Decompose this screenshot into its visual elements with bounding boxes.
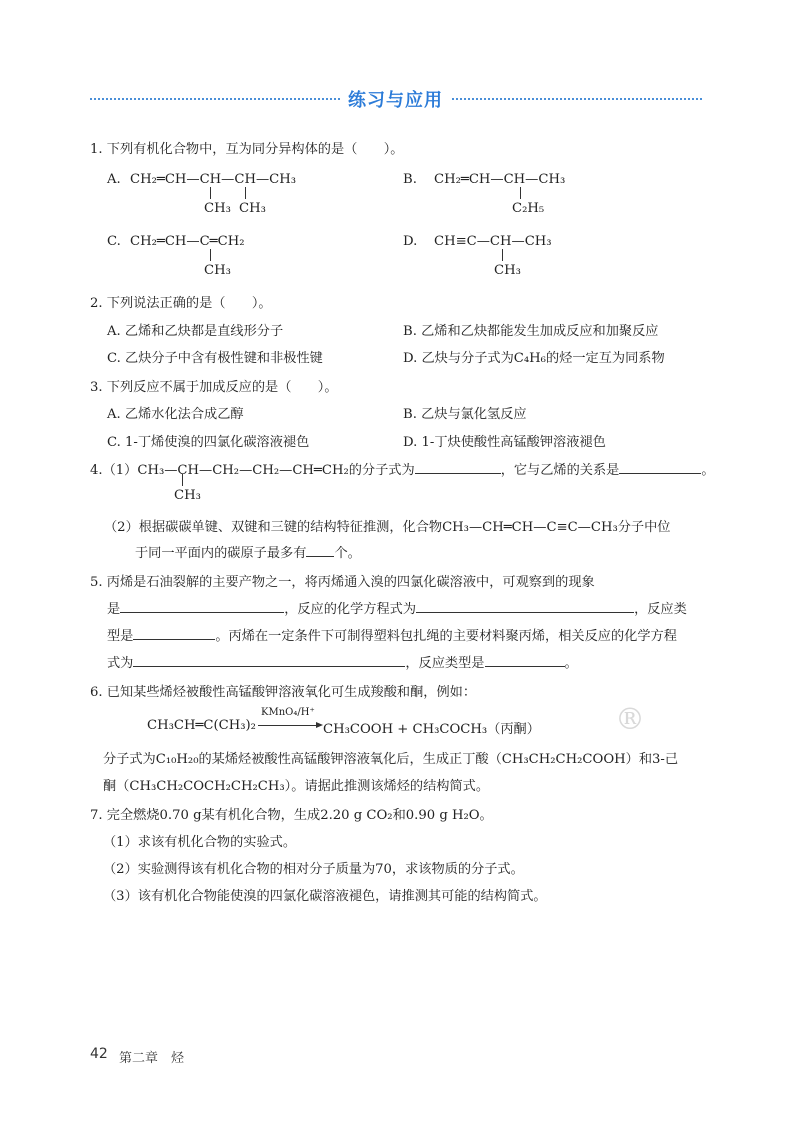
q6-line2: 酮（CH₃CH₂COCH₂CH₂CH₃）。请据此推测该烯烃的结构简式。 — [103, 779, 490, 794]
q1-option-a-formula: CH₂═CH—CH—CH—CH₃ — [130, 172, 297, 187]
q6-eq-left: CH₃CH═C(CH₃)₂ — [147, 718, 256, 733]
q4-bond — [182, 474, 183, 486]
q7-part2: （2）实验测得该有机化合物的相对分子质量为70，求该物质的分子式。 — [103, 862, 524, 877]
q4-blank-count[interactable] — [306, 544, 334, 557]
q6-eq-right: CH₃COOH + CH₃COCH₃（丙酮） — [323, 722, 540, 737]
q2-option-b: B. 乙烯和乙炔都能发生加成反应和加聚反应 — [403, 324, 659, 339]
q6-eq-reagent: KMnO₄/H⁺ — [261, 707, 315, 718]
header-rule-right — [452, 98, 702, 100]
q5-l2-c: ，反应类 — [634, 602, 687, 617]
header-rule-left — [90, 98, 340, 100]
q5-line1: 5. 丙烯是石油裂解的主要产物之一，将丙烯通入溴的四氯化碳溶液中，可观察到的现象 — [90, 575, 595, 590]
q5-blank-type-1[interactable] — [133, 627, 215, 640]
q1-a-bond-1 — [210, 187, 211, 199]
chapter-label: 第二章 烃 — [119, 1051, 185, 1066]
q3-option-a: A. 乙烯水化法合成乙醇 — [107, 407, 244, 422]
q5-l3-b: 。丙烯在一定条件下可制得塑料包扎绳的主要材料聚丙烯，相关反应的化学方程 — [215, 629, 677, 644]
q1-b-bond — [520, 187, 521, 199]
q1-c-bond — [210, 249, 211, 261]
q4-part2-text-a: 于同一平面内的碳原子最多有 — [135, 546, 307, 561]
q3-stem: 3. 下列反应不属于加成反应的是（ ）。 — [90, 380, 338, 395]
q1-option-c-formula: CH₂═CH—C═CH₂ — [130, 234, 245, 249]
q4-part2-line1: （2）根据碳碳单键、双键和三键的结构特征推测，化合物CH₃—CH═CH—C≡C—CH₃分子中位 — [104, 520, 671, 535]
q4-part2-line2 — [135, 542, 361, 561]
q7-part1: （1）求该有机化合物的实验式。 — [103, 835, 297, 850]
q5-blank-equation-2[interactable] — [133, 654, 405, 667]
q1-c-sub: CH₃ — [204, 263, 231, 278]
q1-d-sub: CH₃ — [494, 263, 521, 278]
q3-option-b: B. 乙炔与氯化氢反应 — [403, 407, 527, 422]
q5-l4-b: ，反应类型是 — [405, 656, 485, 671]
q1-option-a-label: A. — [107, 172, 121, 187]
q4-blank-formula[interactable] — [415, 461, 501, 474]
q4-part1-end: 。 — [701, 463, 715, 478]
q4-part1-text2: ，它与乙烯的关系是 — [500, 463, 620, 478]
q6-reaction-arrow — [258, 725, 318, 726]
q1-option-c-label: C. — [107, 234, 121, 249]
q1-option-d-formula: CH≡C—CH—CH₃ — [434, 234, 552, 249]
q4-part1-sub: CH₃ — [174, 488, 201, 503]
q1-d-bond — [502, 249, 503, 261]
q4-blank-relation[interactable] — [619, 461, 701, 474]
q1-a-sub-2: CH₃ — [239, 201, 266, 216]
q6-stem: 6. 已知某些烯烃被酸性高锰酸钾溶液氧化可生成羧酸和酮，例如： — [90, 685, 477, 700]
q6-line1: 分子式为C₁₀H₂₀的某烯烃被酸性高锰酸钾溶液氧化后，生成正丁酸（CH₃CH₂CH₂COOH）和3-己 — [103, 752, 679, 767]
section-title: 练习与应用 — [348, 90, 443, 111]
q5-line3 — [107, 625, 677, 644]
q6-arrow-head — [316, 722, 323, 728]
q2-stem: 2. 下列说法正确的是（ ）。 — [90, 296, 272, 311]
q4-part2-text-b: 个。 — [334, 546, 361, 561]
q1-stem: 1. 下列有机化合物中，互为同分异构体的是（ ）。 — [90, 142, 404, 157]
q5-blank-phenomenon[interactable] — [120, 600, 284, 613]
q1-a-bond-2 — [245, 187, 246, 199]
q1-b-sub: C₂H₅ — [512, 201, 545, 216]
q5-l4-c: 。 — [564, 656, 578, 671]
q1-option-d-label: D. — [403, 234, 418, 249]
q5-l2-b: ，反应的化学方程式为 — [284, 602, 417, 617]
q3-option-d: D. 1-丁炔使酸性高锰酸钾溶液褪色 — [403, 435, 606, 450]
q1-a-sub-1: CH₃ — [204, 201, 231, 216]
q7-part3: （3）该有机化合物能使溴的四氯化碳溶液褪色，请推测其可能的结构简式。 — [103, 889, 547, 904]
q2-option-d: D. 乙炔与分子式为C₄H₆的烃一定互为同系物 — [403, 351, 665, 366]
watermark-mark: ® — [615, 702, 645, 737]
q4-part1 — [90, 459, 715, 478]
q3-option-c: C. 1-丁烯使溴的四氯化碳溶液褪色 — [107, 435, 310, 450]
q5-l2-a: 是 — [107, 602, 121, 617]
q5-blank-type-2[interactable] — [485, 654, 565, 667]
q5-line2 — [107, 598, 687, 617]
q5-l4-a: 式为 — [107, 656, 134, 671]
q7-stem: 7. 完全燃烧0.70 g某有机化合物，生成2.20 g CO₂和0.90 g H₂O。 — [90, 808, 493, 823]
q1-option-b-formula: CH₂═CH—CH—CH₃ — [434, 172, 566, 187]
q5-blank-equation-1[interactable] — [416, 600, 634, 613]
q4-part1-text1: 的分子式为 — [348, 463, 415, 478]
q4-part1-label: 4.（1） — [90, 463, 138, 478]
q5-line4 — [107, 652, 578, 671]
q2-option-c: C. 乙炔分子中含有极性键和非极性键 — [107, 351, 323, 366]
q5-l3-a: 型是 — [107, 629, 134, 644]
q4-part1-formula: CH₃—CH—CH₂—CH₂—CH═CH₂ — [137, 463, 349, 478]
q1-option-b-label: B. — [403, 172, 417, 187]
page-number: 42 — [90, 1046, 108, 1062]
q2-option-a: A. 乙烯和乙炔都是直线形分子 — [107, 324, 284, 339]
